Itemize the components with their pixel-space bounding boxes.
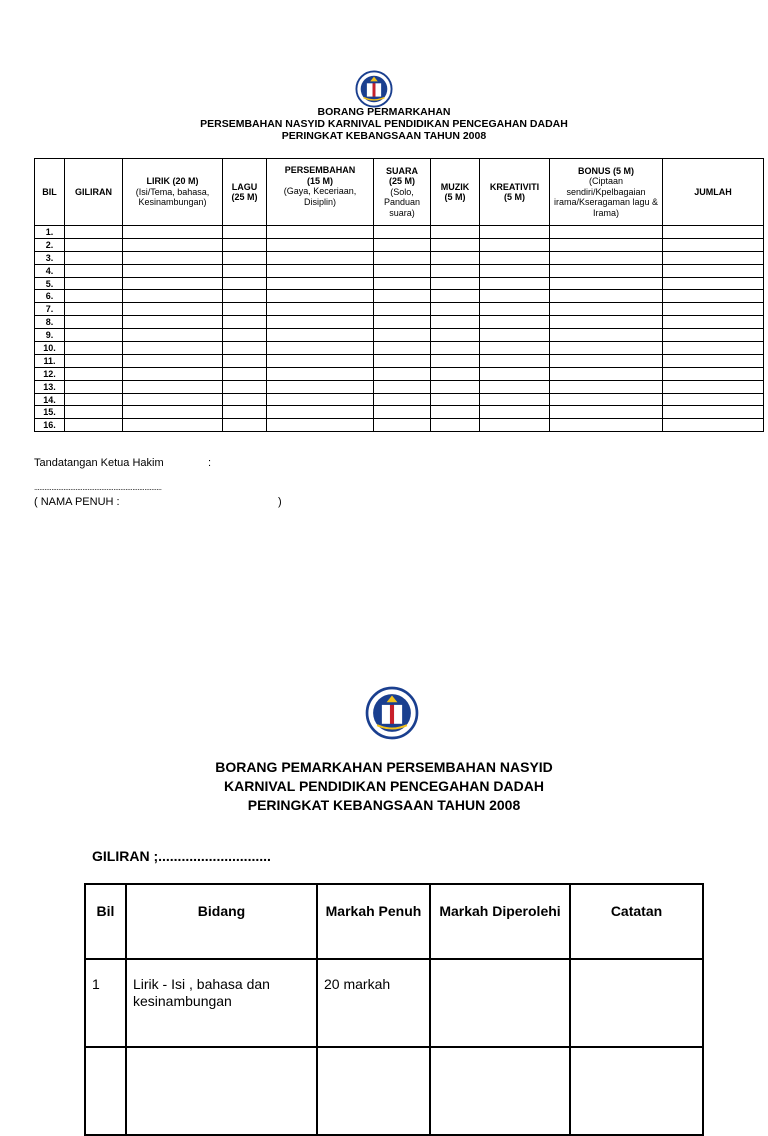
full-name-row <box>34 496 282 508</box>
criteria-row <box>85 1047 703 1135</box>
score-cell[interactable] <box>431 226 480 239</box>
score-row <box>35 316 764 329</box>
signature-line: .......................................................................... <box>34 483 162 492</box>
score-cell[interactable] <box>480 367 550 380</box>
score-cell[interactable] <box>431 354 480 367</box>
score-cell[interactable] <box>550 226 663 239</box>
row-number: 11. <box>35 354 65 367</box>
title-line: PERSEMBAHAN NASYID KARNIVAL PENDIDIKAN PENCEGAHAN DADAH <box>200 118 568 130</box>
score-cell[interactable] <box>65 367 123 380</box>
score-cell[interactable] <box>65 354 123 367</box>
score-cell[interactable] <box>663 251 764 264</box>
row-number: 9. <box>35 329 65 342</box>
score-cell[interactable] <box>431 406 480 419</box>
score-cell[interactable] <box>480 303 550 316</box>
score-cell[interactable] <box>374 329 431 342</box>
score-cell[interactable] <box>267 316 374 329</box>
cell-catatan[interactable] <box>570 959 703 1047</box>
score-cell[interactable] <box>123 380 223 393</box>
title-line: KARNIVAL PENDIDIKAN PENCEGAHAN DADAH <box>224 778 544 794</box>
score-cell[interactable] <box>431 303 480 316</box>
score-cell[interactable] <box>123 251 223 264</box>
score-cell[interactable] <box>374 393 431 406</box>
row-number: 2. <box>35 238 65 251</box>
score-cell[interactable] <box>431 342 480 355</box>
score-row <box>35 238 764 251</box>
score-cell[interactable] <box>431 251 480 264</box>
score-cell[interactable] <box>663 419 764 432</box>
score-cell[interactable] <box>480 406 550 419</box>
score-cell[interactable] <box>550 316 663 329</box>
score-cell[interactable] <box>431 277 480 290</box>
row-number: 15. <box>35 406 65 419</box>
cell-bil <box>85 1047 126 1135</box>
score-cell[interactable] <box>65 264 123 277</box>
title-line: PERINGKAT KEBANGSAAN TAHUN 2008 <box>281 130 487 142</box>
score-cell[interactable] <box>267 419 374 432</box>
score-cell[interactable] <box>663 354 764 367</box>
signature-label: Tandatangan Ketua Hakim <box>34 457 164 469</box>
criteria-row <box>85 959 703 1047</box>
header-giliran: GILIRAN <box>65 159 123 226</box>
score-cell[interactable] <box>550 354 663 367</box>
score-cell[interactable] <box>223 251 267 264</box>
header-markah-penuh: Markah Penuh <box>317 884 430 959</box>
score-cell[interactable] <box>663 380 764 393</box>
score-cell[interactable] <box>223 264 267 277</box>
header-suara: SUARA (25 M) (Solo, Panduan suara) <box>374 159 431 226</box>
score-cell[interactable] <box>663 226 764 239</box>
score-cell[interactable] <box>374 419 431 432</box>
score-cell[interactable] <box>65 290 123 303</box>
score-cell[interactable] <box>431 419 480 432</box>
score-cell[interactable] <box>65 419 123 432</box>
score-cell[interactable] <box>431 238 480 251</box>
score-cell[interactable] <box>267 393 374 406</box>
score-cell[interactable] <box>431 290 480 303</box>
score-cell[interactable] <box>663 342 764 355</box>
score-cell[interactable] <box>431 329 480 342</box>
score-cell[interactable] <box>663 316 764 329</box>
score-row <box>35 277 764 290</box>
header-kreativiti: KREATIVITI (5 M) <box>480 159 550 226</box>
score-row <box>35 264 764 277</box>
score-cell[interactable] <box>550 264 663 277</box>
score-cell[interactable] <box>550 419 663 432</box>
score-cell[interactable] <box>223 290 267 303</box>
score-cell[interactable] <box>123 277 223 290</box>
score-row <box>35 354 764 367</box>
row-number: 8. <box>35 316 65 329</box>
signature-label-row <box>34 457 212 469</box>
cell-markah-penuh: 20 markah <box>317 959 430 1047</box>
row-number: 1. <box>35 226 65 239</box>
score-cell[interactable] <box>480 290 550 303</box>
header-bil: BIL <box>35 159 65 226</box>
score-cell[interactable] <box>663 277 764 290</box>
score-cell[interactable] <box>374 316 431 329</box>
score-cell[interactable] <box>431 367 480 380</box>
score-cell[interactable] <box>550 290 663 303</box>
score-cell[interactable] <box>663 367 764 380</box>
score-row <box>35 367 764 380</box>
score-cell[interactable] <box>267 342 374 355</box>
row-number: 7. <box>35 303 65 316</box>
score-cell[interactable] <box>65 406 123 419</box>
row-number: 16. <box>35 419 65 432</box>
score-cell[interactable] <box>374 238 431 251</box>
score-cell[interactable] <box>65 380 123 393</box>
score-cell[interactable] <box>123 354 223 367</box>
score-cell[interactable] <box>267 238 374 251</box>
score-cell[interactable] <box>267 251 374 264</box>
score-cell[interactable] <box>223 238 267 251</box>
header-lagu: LAGU (25 M) <box>223 159 267 226</box>
header-bil: Bil <box>85 884 126 959</box>
score-cell[interactable] <box>480 316 550 329</box>
score-cell[interactable] <box>123 393 223 406</box>
score-cell[interactable] <box>480 251 550 264</box>
score-cell[interactable] <box>267 354 374 367</box>
score-cell[interactable] <box>65 238 123 251</box>
score-row <box>35 329 764 342</box>
header-row <box>85 884 703 959</box>
score-cell[interactable] <box>374 264 431 277</box>
header-row <box>35 159 764 226</box>
header-bidang: Bidang <box>126 884 317 959</box>
score-cell[interactable] <box>550 342 663 355</box>
score-cell[interactable] <box>65 316 123 329</box>
full-name-close: ) <box>278 496 282 508</box>
row-number: 3. <box>35 251 65 264</box>
score-cell[interactable] <box>374 277 431 290</box>
score-cell[interactable] <box>431 393 480 406</box>
score-cell[interactable] <box>663 406 764 419</box>
score-row <box>35 251 764 264</box>
score-cell[interactable] <box>223 354 267 367</box>
score-cell[interactable] <box>480 342 550 355</box>
score-cell[interactable] <box>267 380 374 393</box>
score-cell[interactable] <box>65 393 123 406</box>
score-cell[interactable] <box>123 342 223 355</box>
score-cell[interactable] <box>223 406 267 419</box>
score-cell[interactable] <box>123 329 223 342</box>
score-cell[interactable] <box>374 406 431 419</box>
score-cell[interactable] <box>223 367 267 380</box>
score-cell[interactable] <box>663 303 764 316</box>
score-cell[interactable] <box>431 380 480 393</box>
score-cell[interactable] <box>123 406 223 419</box>
score-cell[interactable] <box>374 290 431 303</box>
score-cell[interactable] <box>123 264 223 277</box>
score-cell[interactable] <box>223 419 267 432</box>
title-line: PERINGKAT KEBANGSAAN TAHUN 2008 <box>247 797 521 813</box>
score-cell[interactable] <box>123 367 223 380</box>
score-cell[interactable] <box>267 277 374 290</box>
score-cell[interactable] <box>480 419 550 432</box>
score-cell[interactable] <box>374 226 431 239</box>
score-cell[interactable] <box>223 316 267 329</box>
score-cell[interactable] <box>550 367 663 380</box>
row-number: 13. <box>35 380 65 393</box>
score-cell[interactable] <box>65 251 123 264</box>
title-line: BORANG PERMARKAHAN <box>317 106 451 118</box>
score-cell[interactable] <box>480 393 550 406</box>
ministry-logo-2 <box>365 686 419 740</box>
score-row <box>35 303 764 316</box>
score-cell[interactable] <box>267 303 374 316</box>
score-cell[interactable] <box>663 393 764 406</box>
score-cell[interactable] <box>374 354 431 367</box>
header-lirik: LIRIK (20 M) (Isi/Tema, bahasa, Kesinambungan) <box>123 159 223 226</box>
score-cell[interactable] <box>374 342 431 355</box>
score-cell[interactable] <box>550 277 663 290</box>
score-row <box>35 419 764 432</box>
score-cell[interactable] <box>123 226 223 239</box>
header-jumlah: JUMLAH <box>663 159 764 226</box>
form-title-2 <box>0 758 768 815</box>
signature-colon: : <box>208 457 212 469</box>
form-title <box>0 106 768 142</box>
score-row <box>35 290 764 303</box>
header-bonus: BONUS (5 M) (Ciptaan sendiri/Kpelbagaian irama/Kseragaman lagu & Irama) <box>550 159 663 226</box>
score-cell[interactable] <box>550 238 663 251</box>
giliran-label: GILIRAN ;............................. <box>92 848 271 864</box>
score-cell[interactable] <box>480 380 550 393</box>
header-persembahan: PERSEMBAHAN (15 M) (Gaya, Keceriaan, Disiplin) <box>267 159 374 226</box>
criteria-table <box>84 883 704 1136</box>
score-cell[interactable] <box>267 264 374 277</box>
score-row <box>35 406 764 419</box>
score-cell[interactable] <box>65 342 123 355</box>
score-cell[interactable] <box>267 406 374 419</box>
row-number: 4. <box>35 264 65 277</box>
score-cell[interactable] <box>374 380 431 393</box>
score-table <box>34 158 764 432</box>
row-number: 10. <box>35 342 65 355</box>
score-cell[interactable] <box>223 342 267 355</box>
score-cell[interactable] <box>267 367 374 380</box>
score-row <box>35 380 764 393</box>
score-cell[interactable] <box>431 264 480 277</box>
score-cell[interactable] <box>267 226 374 239</box>
cell-bidang: Lirik - Isi , bahasa dan kesinambungan <box>126 959 317 1047</box>
score-cell[interactable] <box>663 290 764 303</box>
score-cell[interactable] <box>267 290 374 303</box>
score-cell[interactable] <box>223 393 267 406</box>
score-cell[interactable] <box>223 226 267 239</box>
score-cell[interactable] <box>550 393 663 406</box>
score-row <box>35 342 764 355</box>
score-cell[interactable] <box>550 380 663 393</box>
full-name-label: ( NAMA PENUH : <box>34 496 120 508</box>
cell-bidang <box>126 1047 317 1135</box>
score-cell[interactable] <box>480 277 550 290</box>
cell-catatan[interactable] <box>570 1047 703 1135</box>
score-cell[interactable] <box>480 226 550 239</box>
score-cell[interactable] <box>374 303 431 316</box>
score-row <box>35 226 764 239</box>
row-number: 14. <box>35 393 65 406</box>
score-cell[interactable] <box>65 226 123 239</box>
score-cell[interactable] <box>223 329 267 342</box>
score-cell[interactable] <box>480 329 550 342</box>
score-cell[interactable] <box>123 290 223 303</box>
score-row <box>35 393 764 406</box>
header-markah-diperolehi: Markah Diperolehi <box>430 884 570 959</box>
cell-bil: 1 <box>85 959 126 1047</box>
score-cell[interactable] <box>550 251 663 264</box>
score-cell[interactable] <box>65 329 123 342</box>
score-cell[interactable] <box>663 238 764 251</box>
score-cell[interactable] <box>65 303 123 316</box>
score-cell[interactable] <box>374 251 431 264</box>
score-cell[interactable] <box>267 329 374 342</box>
cell-markah-diperolehi[interactable] <box>430 1047 570 1135</box>
score-cell[interactable] <box>431 316 480 329</box>
score-cell[interactable] <box>663 329 764 342</box>
score-cell[interactable] <box>123 316 223 329</box>
score-cell[interactable] <box>550 303 663 316</box>
score-cell[interactable] <box>223 380 267 393</box>
score-cell[interactable] <box>480 354 550 367</box>
cell-markah-diperolehi[interactable] <box>430 959 570 1047</box>
score-cell[interactable] <box>550 406 663 419</box>
header-muzik: MUZIK (5 M) <box>431 159 480 226</box>
score-cell[interactable] <box>480 238 550 251</box>
header-catatan: Catatan <box>570 884 703 959</box>
score-cell[interactable] <box>663 264 764 277</box>
score-cell[interactable] <box>223 277 267 290</box>
score-cell[interactable] <box>123 419 223 432</box>
title-line: BORANG PEMARKAHAN PERSEMBAHAN NASYID <box>215 759 553 775</box>
score-cell[interactable] <box>374 367 431 380</box>
score-cell[interactable] <box>550 329 663 342</box>
row-number: 12. <box>35 367 65 380</box>
score-cell[interactable] <box>223 303 267 316</box>
score-cell[interactable] <box>123 303 223 316</box>
row-number: 6. <box>35 290 65 303</box>
score-cell[interactable] <box>123 238 223 251</box>
score-cell[interactable] <box>480 264 550 277</box>
ministry-logo <box>355 70 393 108</box>
cell-markah-penuh <box>317 1047 430 1135</box>
score-cell[interactable] <box>65 277 123 290</box>
row-number: 5. <box>35 277 65 290</box>
